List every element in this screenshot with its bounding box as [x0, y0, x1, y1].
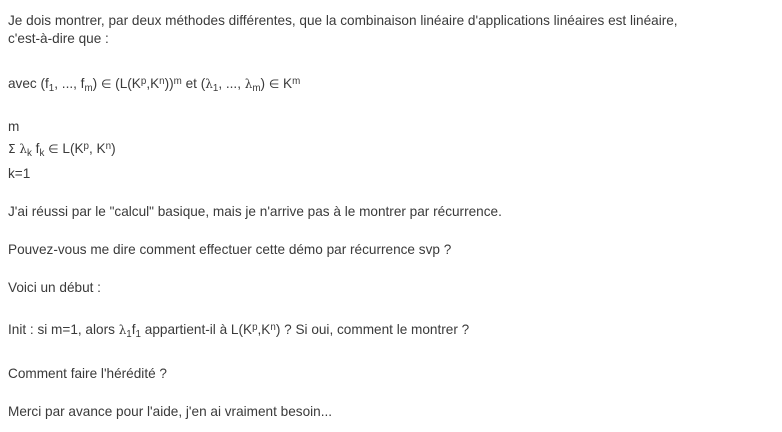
init-text: Init : si m=1, alors: [8, 322, 119, 337]
sum-text: f: [31, 141, 40, 156]
hyp-sup: m: [173, 75, 182, 87]
hyp-text: , ..., f: [54, 76, 85, 91]
hypothesis-formula: [8, 75, 300, 93]
lambda-symbol: λ: [244, 77, 253, 91]
lambda-symbol: λ: [19, 142, 27, 156]
sum-upper-bound: m: [8, 119, 20, 134]
sum-text: ): [111, 141, 116, 156]
paragraph-calcul: J'ai réussi par le "calcul" basique, mais je n'arrive pas à le montrer par récurrence.: [8, 204, 502, 219]
hyp-sub: m: [84, 83, 93, 95]
hyp-sup: n: [159, 75, 165, 87]
sigma-symbol: Σ: [8, 142, 16, 156]
hyp-text: ): [92, 76, 101, 91]
init-sup: n: [270, 321, 276, 333]
element-of-symbol: ∈: [268, 77, 280, 91]
hyp-text: , ...,: [218, 76, 245, 91]
hyp-text: ): [260, 76, 269, 91]
init-text: f: [131, 322, 136, 337]
init-sup: p: [252, 321, 258, 333]
init-sub: 1: [135, 329, 141, 341]
paragraph-question: Pouvez-vous me dire comment effectuer cette démo par récurrence svp ?: [8, 242, 452, 257]
sum-text: L(K: [58, 141, 84, 156]
init-text: ,K: [257, 322, 271, 337]
hyp-sup: p: [140, 75, 147, 87]
element-of-symbol: ∈: [44, 142, 59, 156]
hyp-text: avec (f: [8, 76, 49, 91]
hyp-text: K: [279, 76, 293, 91]
intro-line-2: c'est-à-dire que :: [8, 31, 109, 46]
paragraph-heredite: Comment faire l'hérédité ?: [8, 366, 167, 381]
sum-sub: k: [26, 148, 32, 160]
element-of-symbol: ∈: [100, 77, 112, 91]
hyp-sub: 1: [212, 83, 219, 95]
sum-sup: p: [83, 140, 89, 152]
lambda-symbol: λ: [205, 77, 213, 91]
sum-sub: k: [39, 148, 45, 160]
init-text: ) ? Si oui, comment le montrer ?: [275, 322, 470, 337]
init-line: [8, 321, 469, 339]
paragraph-debut: Voici un début :: [8, 280, 101, 295]
init-sub: 1: [126, 329, 132, 341]
hyp-sub: m: [252, 83, 261, 95]
init-text: appartient-il à L(K: [140, 322, 253, 337]
lambda-symbol: λ: [118, 323, 127, 337]
paragraph-merci: Merci par avance pour l'aide, j'en ai vraiment besoin...: [8, 404, 333, 419]
sum-text: , K: [89, 141, 106, 156]
sum-formula: [8, 140, 116, 158]
sum-lower-bound: k=1: [8, 166, 31, 181]
hyp-sub: 1: [48, 83, 55, 95]
hyp-text: ,K: [146, 76, 160, 91]
hyp-text: )): [164, 76, 174, 91]
hyp-text: et (: [181, 76, 206, 91]
hyp-sup: m: [292, 75, 301, 87]
sum-sup: n: [105, 140, 112, 152]
intro-line-1: Je dois montrer, par deux méthodes différentes, que la combinaison linéaire d'applications linéaires est linéaire,: [8, 13, 678, 28]
hyp-text: (L(K: [111, 76, 141, 91]
